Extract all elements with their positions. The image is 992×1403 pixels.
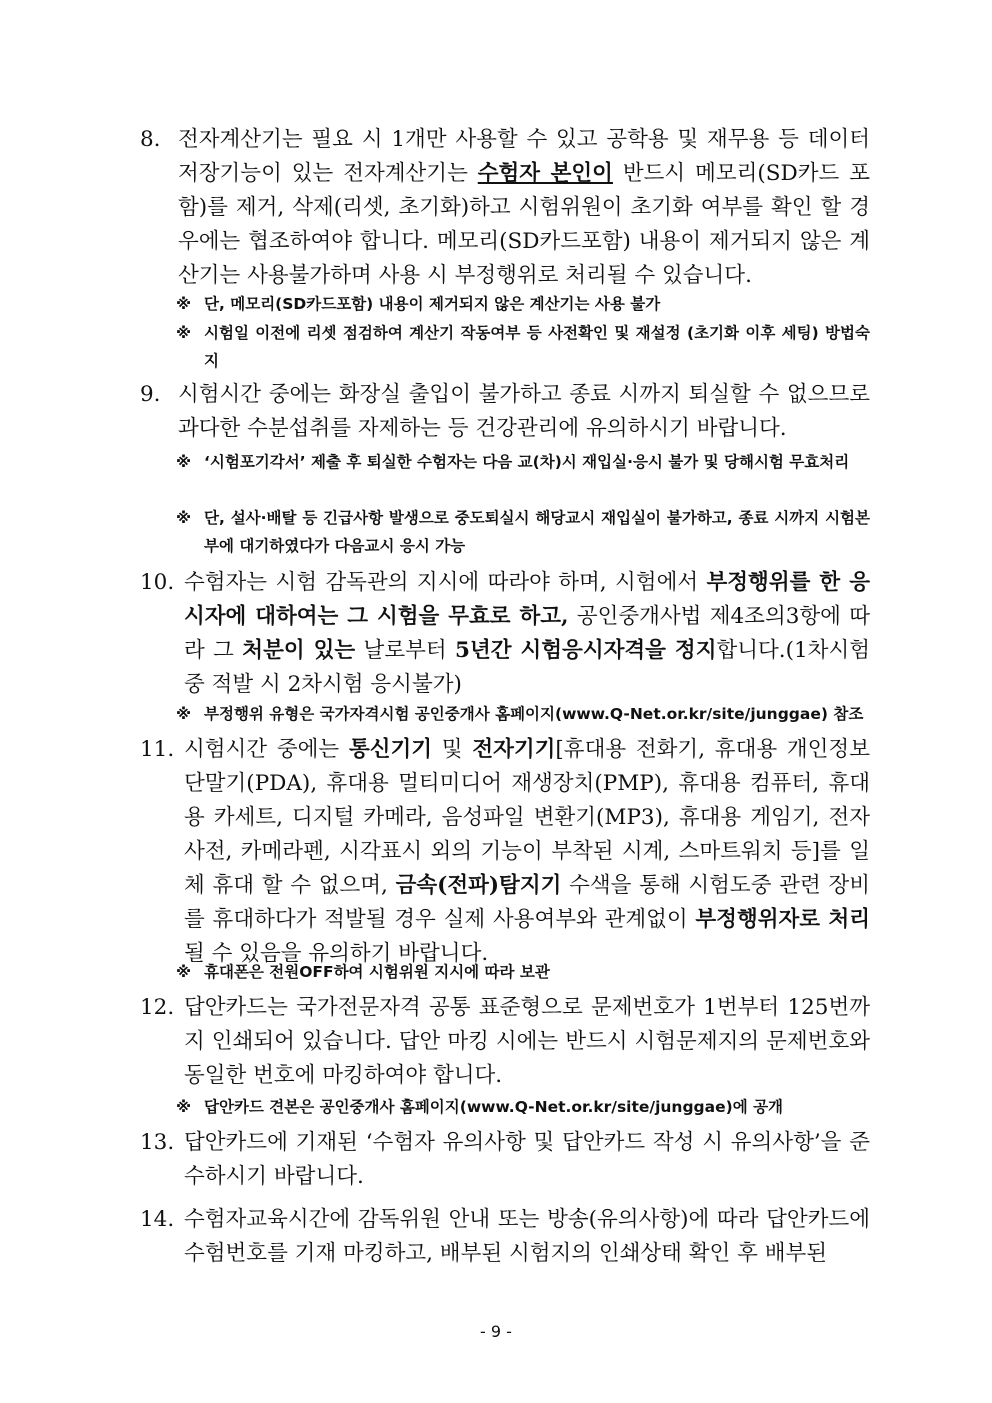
note-text: 답안카드 견본은 공인중개사 홈페이지(www.Q-Net.or.kr/site/junggae)에 공개 [204,1098,784,1116]
text-span: 될 수 있음을 유의하기 바랍니다. [184,941,489,966]
item-8 [140,123,870,293]
note-11 [176,958,870,986]
note-text: ‘시험포기각서’ 제출 후 퇴실한 수험자는 다음 교(차)시 재입실·응시 불가 및 당해시험 무효처리 [204,453,850,471]
text-span-bold: 부정행위자로 처리 [695,907,870,932]
item-number: 10. [140,570,175,595]
item-number: 13. [140,1130,175,1155]
item-number: 8. [140,127,161,152]
reference-mark: ※ [176,963,192,981]
note-9a [176,448,870,476]
item-14 [140,1203,870,1271]
note-8b [176,319,870,375]
text-span-bold: 5년간 시험응시자격을 정지 [455,638,717,663]
text-span-bold: 전자기기 [472,737,556,762]
text-span: 답안카드에 기재된 ‘수험자 유의사항 및 답안카드 작성 시 유의사항’을 준수하시기 바랍니다. [184,1130,870,1189]
item-number: 9. [140,382,161,407]
item-number: 14. [140,1207,175,1232]
item-text [184,566,870,702]
item-text [178,378,870,446]
note-8a [176,290,870,318]
note-text: 단, 설사·배탈 등 긴급사항 발생으로 중도퇴실시 해당교시 재입실이 불가하고, 종료 시까지 시험본부에 대기하였다가 다음교시 응시 가능 [204,509,870,555]
item-9 [140,378,870,446]
reference-mark: ※ [176,705,192,723]
text-span: 및 [432,737,473,762]
item-text [184,1126,870,1194]
item-11 [140,733,870,971]
reference-mark: ※ [176,509,192,527]
item-12 [140,991,870,1093]
text-span-bold: 부정행위를 한 응시자에 대하여는 그 시험을 무효로 하고, [184,570,870,629]
item-text [184,733,870,971]
item-text [178,123,870,293]
text-span-bold: 통신기기 [348,737,433,762]
text-span-bold-underline: 수험자 본인이 [477,161,613,186]
text-span: [휴대용 전화기, 휴대용 개인정보 단말기(PDA), 휴대용 멀티미디어 재생장치(PMP), 휴대용 컴퓨터, 휴대용 카세트, 디지털 카메라, 음성파일 변환기(MP3), 휴대용 게임기, 전자사전, 카메라펜, 시각표시 외의 기능이 부착된 시계, 스마트워치 등]를 일체 휴대 할 수 없으며, [184,737,870,898]
reference-mark: ※ [176,295,192,313]
note-text: 시험일 이전에 리셋 점검하여 계산기 작동여부 등 사전확인 및 재설정 (초기화 이후 세팅) 방법숙지 [204,324,870,370]
text-span: 합니다.(1차시험 중 적발 시 2차시험 응시불가) [184,638,870,697]
text-span: 답안카드는 국가전문자격 공통 표준형으로 문제번호가 1번부터 125번까지 인쇄되어 있습니다. 답안 마킹 시에는 반드시 시험문제지의 문제번호와 동일한 번호에 마킹하여야 합니다. [184,995,870,1088]
page-number: - 9 - [480,1322,512,1341]
text-span-bold: 금속(전파)탐지기 [395,873,562,898]
text-span: 공인중개사법 제4조의3항에 따라 그 [184,604,871,663]
item-number: 12. [140,995,175,1020]
text-span: 수험자교육시간에 감독위원 안내 또는 방송(유의사항)에 따라 답안카드에 수험번호를 기재 마킹하고, 배부된 시험지의 인쇄상태 확인 후 배부된 [184,1207,870,1266]
text-span: 날로부터 [355,638,455,663]
reference-mark: ※ [176,453,192,471]
item-10 [140,566,870,702]
note-12 [176,1093,870,1121]
text-span-bold: 처분이 있는 [242,638,356,663]
note-10 [176,700,870,728]
reference-mark: ※ [176,1098,192,1116]
text-span: 반드시 메모리(SD카드 포함)를 제거, 삭제(리셋, 초기화)하고 시험위원이 초기화 여부를 확인 할 경우에는 협조하여야 합니다. 메모리(SD카드포함) 내용이 제거되지 않은 계산기는 사용불가하며 사용 시 부정행위로 처리될 수 있습니다. [178,161,870,288]
text-span: 시험시간 중에는 [184,737,349,762]
item-13 [140,1126,870,1194]
text-span: 전자계산기는 필요 시 1개만 사용할 수 있고 공학용 및 재무용 등 데이터 저장기능이 있는 전자계산기는 [178,127,870,186]
note-9b [176,504,870,560]
text-span: 수험자는 시험 감독관의 지시에 따라야 하며, 시험에서 [184,570,707,595]
text-span: 시험시간 중에는 화장실 출입이 불가하고 종료 시까지 퇴실할 수 없으므로 과다한 수분섭취를 자제하는 등 건강관리에 유의하시기 바랍니다. [178,382,870,441]
reference-mark: ※ [176,324,192,342]
note-text: 단, 메모리(SD카드포함) 내용이 제거되지 않은 계산기는 사용 불가 [204,295,661,313]
item-text [184,1203,870,1271]
text-span: 수색을 통해 시험도중 관련 장비를 휴대하다가 적발될 경우 실제 사용여부와 관계없이 [184,873,870,932]
item-number: 11. [140,737,175,762]
note-text: 휴대폰은 전원OFF하여 시험위원 지시에 따라 보관 [204,963,550,981]
note-text: 부정행위 유형은 국가자격시험 공인중개사 홈페이지(www.Q-Net.or.kr/site/junggae) 참조 [204,705,864,723]
item-text [184,991,870,1093]
